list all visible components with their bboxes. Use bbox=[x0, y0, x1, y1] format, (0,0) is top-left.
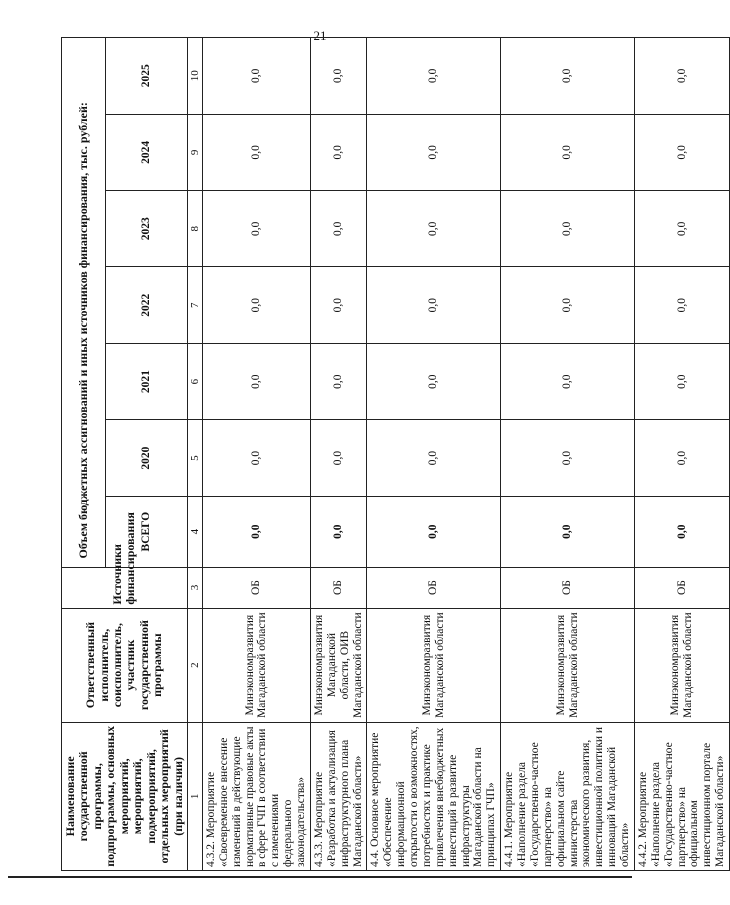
row-value: 0,0 bbox=[202, 191, 310, 267]
row-source: ОБ bbox=[367, 567, 501, 608]
row-value: 0,0 bbox=[310, 38, 367, 115]
row-value: 0,0 bbox=[202, 38, 310, 115]
row-name: 4.4.2. Мероприятие «Наполнение раздела «Государственно-частное партнерство» на официальном инвестиционном портале Магаданской области» bbox=[634, 722, 729, 870]
row-responsible: Минэкономразвития Магаданской области bbox=[367, 608, 501, 722]
column-number: 8 bbox=[187, 191, 202, 267]
row-name: 4.4.1. Мероприятие «Наполнение раздела «Государственно-частное партнерство» на официальном сайте министерства экономического развития, инвестиционной политики и инноваций Магаданской области» bbox=[501, 722, 635, 870]
column-number: 6 bbox=[187, 343, 202, 419]
table-row bbox=[367, 38, 501, 871]
row-name: 4.3.2. Мероприятие «Своевременное внесение изменений в действующие нормативные правовые акты в сфере ГЧП в соответствии с изменениями федерального законодательства» bbox=[202, 722, 310, 870]
row-value: 0,0 bbox=[501, 420, 635, 496]
column-number: 7 bbox=[187, 267, 202, 343]
row-total: 0,0 bbox=[202, 496, 310, 567]
row-value: 0,0 bbox=[634, 420, 729, 496]
header-year: 2021 bbox=[105, 343, 187, 419]
header-funding-group: Объем бюджетных ассигнований и иных источников финансирования, тыс. рублей: bbox=[62, 38, 106, 568]
row-total: 0,0 bbox=[501, 496, 635, 567]
row-value: 0,0 bbox=[202, 343, 310, 419]
column-number-row bbox=[187, 38, 202, 871]
funding-table bbox=[61, 37, 730, 871]
row-source: ОБ bbox=[634, 567, 729, 608]
row-value: 0,0 bbox=[367, 38, 501, 115]
row-value: 0,0 bbox=[501, 343, 635, 419]
table-row bbox=[634, 38, 729, 871]
row-value: 0,0 bbox=[634, 267, 729, 343]
column-number: 10 bbox=[187, 38, 202, 115]
table-row bbox=[310, 38, 367, 871]
row-value: 0,0 bbox=[634, 114, 729, 190]
header-source: Источники финансирования bbox=[62, 567, 188, 608]
row-responsible: Минэкономразвития Магаданской области bbox=[634, 608, 729, 722]
row-value: 0,0 bbox=[501, 191, 635, 267]
footer-rule bbox=[8, 876, 632, 878]
column-number: 4 bbox=[187, 496, 202, 567]
table-row bbox=[202, 38, 310, 871]
row-source: ОБ bbox=[202, 567, 310, 608]
header-year: 2022 bbox=[105, 267, 187, 343]
header-year: 2024 bbox=[105, 114, 187, 190]
row-value: 0,0 bbox=[634, 191, 729, 267]
row-value: 0,0 bbox=[634, 343, 729, 419]
header-row-top bbox=[62, 38, 106, 871]
row-value: 0,0 bbox=[501, 114, 635, 190]
row-total: 0,0 bbox=[634, 496, 729, 567]
header-name: Наименование государственной программы, подпрограммы, основных мероприятий, мероприятий, подмероприятий, отдельных мероприятий (при наличии) bbox=[62, 722, 188, 870]
row-value: 0,0 bbox=[202, 420, 310, 496]
row-value: 0,0 bbox=[202, 267, 310, 343]
column-number: 3 bbox=[187, 567, 202, 608]
header-year: 2020 bbox=[105, 420, 187, 496]
column-number: 2 bbox=[187, 608, 202, 722]
row-value: 0,0 bbox=[310, 114, 367, 190]
row-responsible: Минэкономразвития Магаданской области, ОИВ Магаданской области bbox=[310, 608, 367, 722]
row-value: 0,0 bbox=[310, 343, 367, 419]
row-name: 4.4. Основное мероприятие «Обеспечение информационной открытости о возможностях, потребностях и практике привлечения внебюджетных инвестиций в развитие инфраструктуры Магаданской области на принципах ГЧП» bbox=[367, 722, 501, 870]
header-responsible: Ответственный исполнитель, соисполнитель, участник государственной программы bbox=[62, 608, 188, 722]
row-responsible: Минэкономразвития Магаданской области bbox=[202, 608, 310, 722]
row-value: 0,0 bbox=[202, 114, 310, 190]
row-value: 0,0 bbox=[501, 267, 635, 343]
row-value: 0,0 bbox=[310, 420, 367, 496]
row-total: 0,0 bbox=[367, 496, 501, 567]
row-value: 0,0 bbox=[310, 191, 367, 267]
header-year: 2023 bbox=[105, 191, 187, 267]
row-value: 0,0 bbox=[634, 38, 729, 115]
row-value: 0,0 bbox=[367, 191, 501, 267]
row-value: 0,0 bbox=[310, 267, 367, 343]
column-number: 5 bbox=[187, 420, 202, 496]
row-value: 0,0 bbox=[367, 267, 501, 343]
column-number: 9 bbox=[187, 114, 202, 190]
row-responsible: Минэкономразвития Магаданской области bbox=[501, 608, 635, 722]
row-value: 0,0 bbox=[501, 38, 635, 115]
row-source: ОБ bbox=[310, 567, 367, 608]
page-number: 21 bbox=[313, 28, 327, 43]
table-row bbox=[501, 38, 635, 871]
row-value: 0,0 bbox=[367, 343, 501, 419]
row-source: ОБ bbox=[501, 567, 635, 608]
row-total: 0,0 bbox=[310, 496, 367, 567]
row-value: 0,0 bbox=[367, 420, 501, 496]
header-total: ВСЕГО bbox=[105, 496, 187, 567]
row-value: 0,0 bbox=[367, 114, 501, 190]
header-year: 2025 bbox=[105, 38, 187, 115]
column-number: 1 bbox=[187, 722, 202, 870]
row-name: 4.3.3. Мероприятие «Разработка и актуализация инфраструктурного плана Магаданской области» bbox=[310, 722, 367, 870]
rotated-table-container bbox=[61, 37, 727, 871]
